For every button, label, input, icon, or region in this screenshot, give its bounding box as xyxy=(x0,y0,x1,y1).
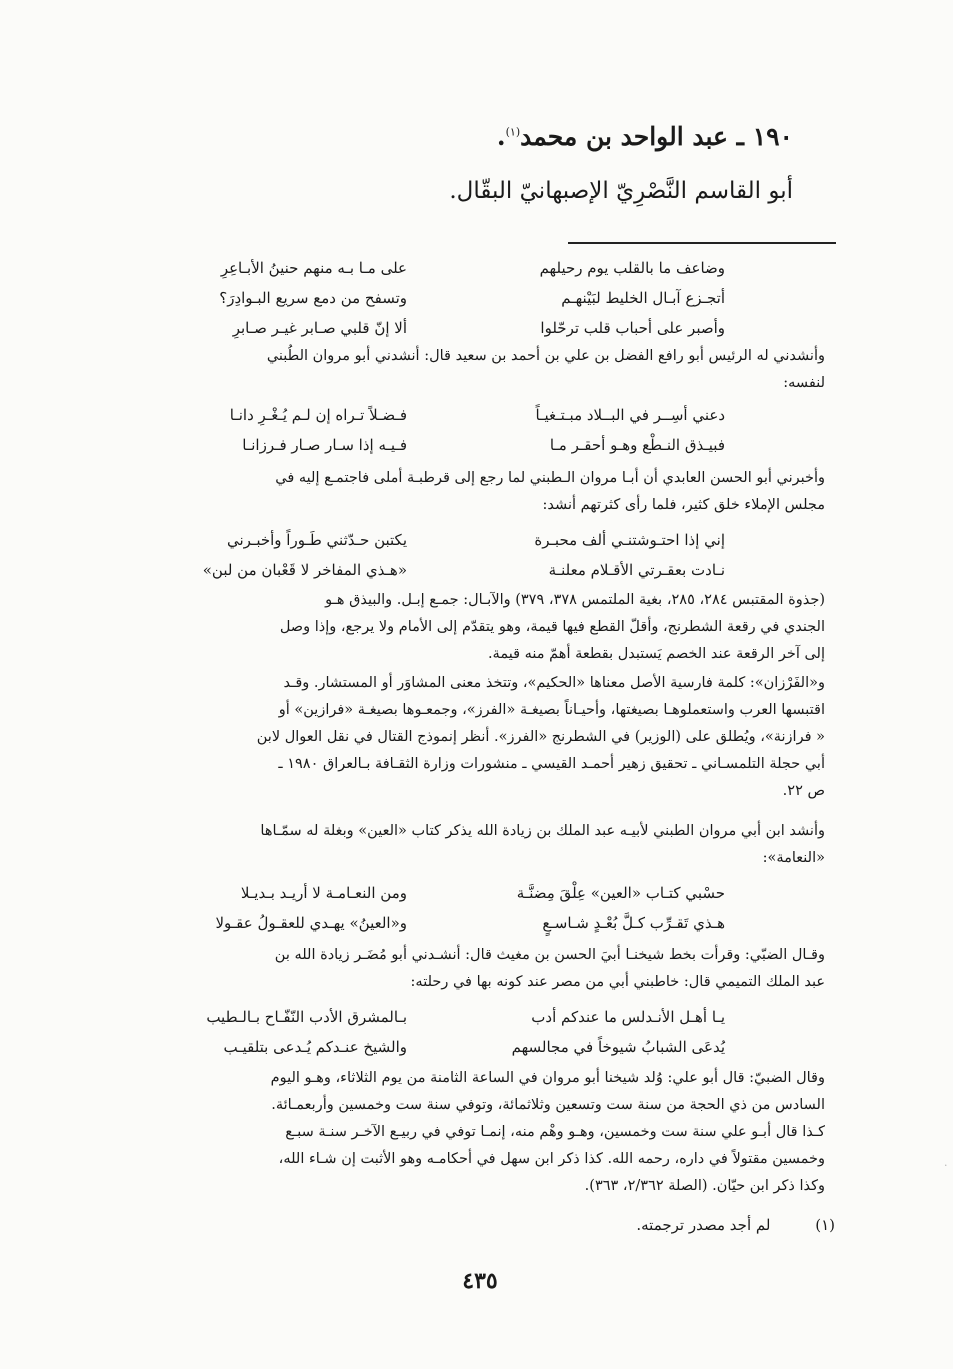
text-line: مجلس الإملاء خلق كثير، فلما رأى كثرتهم أنشد: xyxy=(542,497,825,513)
paragraph xyxy=(130,942,825,996)
text-line: عبد الملك التميمي قال: خاطبني أبي من مصر عند كونه بها في رحلته: xyxy=(410,974,825,990)
verse-line xyxy=(167,1002,787,1032)
footnote xyxy=(105,1212,835,1238)
verse-line xyxy=(167,253,787,283)
verse-first-hemistich: يُدعَى الشبابُ شيوخاً في مجالسهم xyxy=(511,1038,725,1056)
verse-second-hemistich: وتسفح من دمع سريع البـوادِرَ؟ xyxy=(219,289,407,307)
verse-second-hemistich: فـيـه إذا سـار صـار فـرزانـا xyxy=(242,436,407,454)
heading-end: . xyxy=(496,122,506,151)
verse-second-hemistich: بـالمشرق الأدب النّفّـاح بـالـطيب xyxy=(206,1008,407,1026)
text-line: وقـال الضبّي: وقرأت بخط شيخنـا أبيَ الحسن بن مغيث قال: أنشـدني أبو مُضَـر زيادة الله بن xyxy=(274,947,825,963)
text-line: إلى آخر الرقعة عند الخصم يَستبدل بقطعة أهمّ منه قيمة. xyxy=(487,646,825,662)
verse-second-hemistich: على مـا بـه منهم حنينُ الأبـاعِرِ xyxy=(220,259,407,277)
verse-first-hemistich: حسْبي كتـاب «العين» عِلْقَ مِضنَّـة xyxy=(516,884,725,902)
entry-number: ١٩٠ xyxy=(752,122,793,151)
verse-line xyxy=(167,908,787,938)
text-line: لنفسه: xyxy=(783,375,825,391)
verse-first-hemistich: نـادت بعقـرتي الأقـلام معلنـة xyxy=(548,561,725,579)
scan-edge-mark: · xyxy=(944,1159,948,1172)
verse-first-hemistich: إني إذا احتـوشتنـي ألف محبـرة xyxy=(534,531,725,549)
paragraph xyxy=(130,818,825,872)
page-number: ٤٣٥ xyxy=(462,1268,498,1294)
text-line: اقتبسها العرب واستعملوهـا بصيغتها، وأحيـاناً بصيغـة «الفرز»، وجمعـوها بصيغـة «فرازين» أو xyxy=(278,702,825,718)
entry-name: عبد الواحد بن محمد xyxy=(520,122,728,151)
heading-rule xyxy=(568,242,836,244)
verse-second-hemistich: ومن النعـامـة لا أريـد بـديـلا xyxy=(240,884,407,902)
verse-line xyxy=(167,555,787,585)
text-line: « فرازنة»، ويُطلق على (الوزير) في الشطرنج «الفرز». أنظر إنموذج القتال في نقل العوال لابن xyxy=(256,729,825,745)
verse-first-hemistich: دعني أسِــر في البــلاد مبـتـغيـاً xyxy=(535,406,725,424)
verse-first-hemistich: هـذي تَقـرِّب كـلَّ بُعْـدٍ شـاسـعٍ xyxy=(542,914,725,932)
paragraph xyxy=(130,343,825,397)
verse-first-hemistich: فبيـذق النـطْع وهـو أحقـر مـا xyxy=(549,436,725,454)
verse-line xyxy=(167,400,787,430)
verse-second-hemistich: «هـذي المفاخر لا قَعْبان من لبن» xyxy=(202,561,407,579)
verse-line xyxy=(167,1032,787,1062)
verse-line xyxy=(167,878,787,908)
verse-first-hemistich: يـا أهـل الأنـدلس ما عندكم أدب xyxy=(531,1008,725,1026)
text-line: أبي حجلة التلمسـاني ـ تحقيق زهير أحمـد القيسي ـ منشورات وزارة الثقـافة بـالعراق ١٩٨٠ ـ xyxy=(278,756,825,772)
text-line: وأنشد ابن أبي مروان الطبني لأبيـه عبد الملك بن زيادة الله يذكر كتاب «العين» وبغلة له سمّـاها xyxy=(260,823,825,839)
verse-line xyxy=(167,430,787,460)
footnote-marker: (١) xyxy=(815,1216,835,1234)
text-line: (جذوة المقتبس ٢٨٤، ٢٨٥، بغية الملتمس ٣٧٨، ٣٧٩) والآبـال: جمـع إبـل. والبيذق هـو xyxy=(325,592,825,608)
verse-first-hemistich: وأصبر على أحباب قلب ترحّلوا xyxy=(540,319,725,337)
verse-second-hemistich: و«العينُ» يهـدي للعقـولُ عقـولا xyxy=(215,914,407,932)
entry-heading xyxy=(193,122,793,151)
paragraph xyxy=(130,465,825,519)
verse-first-hemistich: وضاعف ما بالقلب يوم رحيلهم xyxy=(539,259,725,277)
text-line: وقال الضبيّ: قال أبو علي: وُلد شيخنا أبو مروان في الساعة الثامنة من يوم الثلاثاء، وهـو اليوم xyxy=(270,1070,825,1086)
text-line: السادس من ذي الحجة من سنة ست وتسعين وثلاثمائة، وتوفي سنة ست وخمسين وأربعمـائة. xyxy=(271,1097,825,1113)
heading-footnote-marker: (١) xyxy=(505,125,521,139)
text-line: الجندي في رقعة الشطرنج، وأقلّ القطع فيها قيمة، وهو يتقدّم إلى الأمام ولا يرجع، وإذا وصل xyxy=(279,619,825,635)
text-line: «النعامة»: xyxy=(762,850,825,866)
text-line: وكذا ذكر ابن حيّان. (الصلة ٢/٣٦٢، ٣٦٣). xyxy=(584,1178,825,1194)
text-line: وأنشدني له الرئيس أبو رافع الفضل بن علي بن أحمد بن سعيد قال: أنشدني أبو مروان الطُبني xyxy=(266,348,825,364)
verse-second-hemistich: والشيخ عنـدكم يُـدعى بتلقيـب xyxy=(223,1038,407,1056)
paragraph xyxy=(130,587,825,668)
text-line: ص ٢٢. xyxy=(782,783,825,799)
paragraph xyxy=(130,670,825,805)
text-line: و«الفَرْزان»: كلمة فارسية الأصل معناها «الحكيم»، وتتخذ معنى المشاوَر أو المستشار. وقـد xyxy=(283,675,825,691)
footnote-text: لم أجد مصدر ترجمته. xyxy=(636,1216,771,1234)
entry-subtitle: أبو القاسم النَّصْرِيّ الإصبهانيّ البقّال. xyxy=(449,178,793,204)
verse-second-hemistich: ألا إنّ قلبي صـابر غيـر صـابرِ xyxy=(232,319,407,337)
verse-second-hemistich: يكتبن حـدّثني طَـوراً وأخبـرني xyxy=(226,531,407,549)
verse-line xyxy=(167,313,787,343)
text-line: وخمسين مقتولاً في داره، رحمه الله. كذا ذكر ابن سهل في أحكامـه وهو الأثبت إن شـاء الله، xyxy=(278,1151,825,1167)
verse-line xyxy=(167,283,787,313)
verse-line xyxy=(167,525,787,555)
verse-second-hemistich: فـضـلاً تـراه إن لـم يُـغْـرِ دانـا xyxy=(229,406,407,424)
paragraph xyxy=(130,1065,825,1200)
text-line: كـذا قال أبـو علي سنة ست وخمسين، وهـو وهْم منه، إنمـا توفي في ربيـع الآخـر سنـة سبـع xyxy=(285,1124,825,1140)
verse-first-hemistich: أتجـزع آبـال الخليط لبَيْنهـم xyxy=(561,289,725,307)
entry-dash: ـ xyxy=(736,122,744,151)
text-line: وأخبرني أبو الحسن العابدي أن أبـا مروان الـطبني لما رجع إلى قرطبـة أملى فاجتمـع إليه في xyxy=(275,470,825,486)
